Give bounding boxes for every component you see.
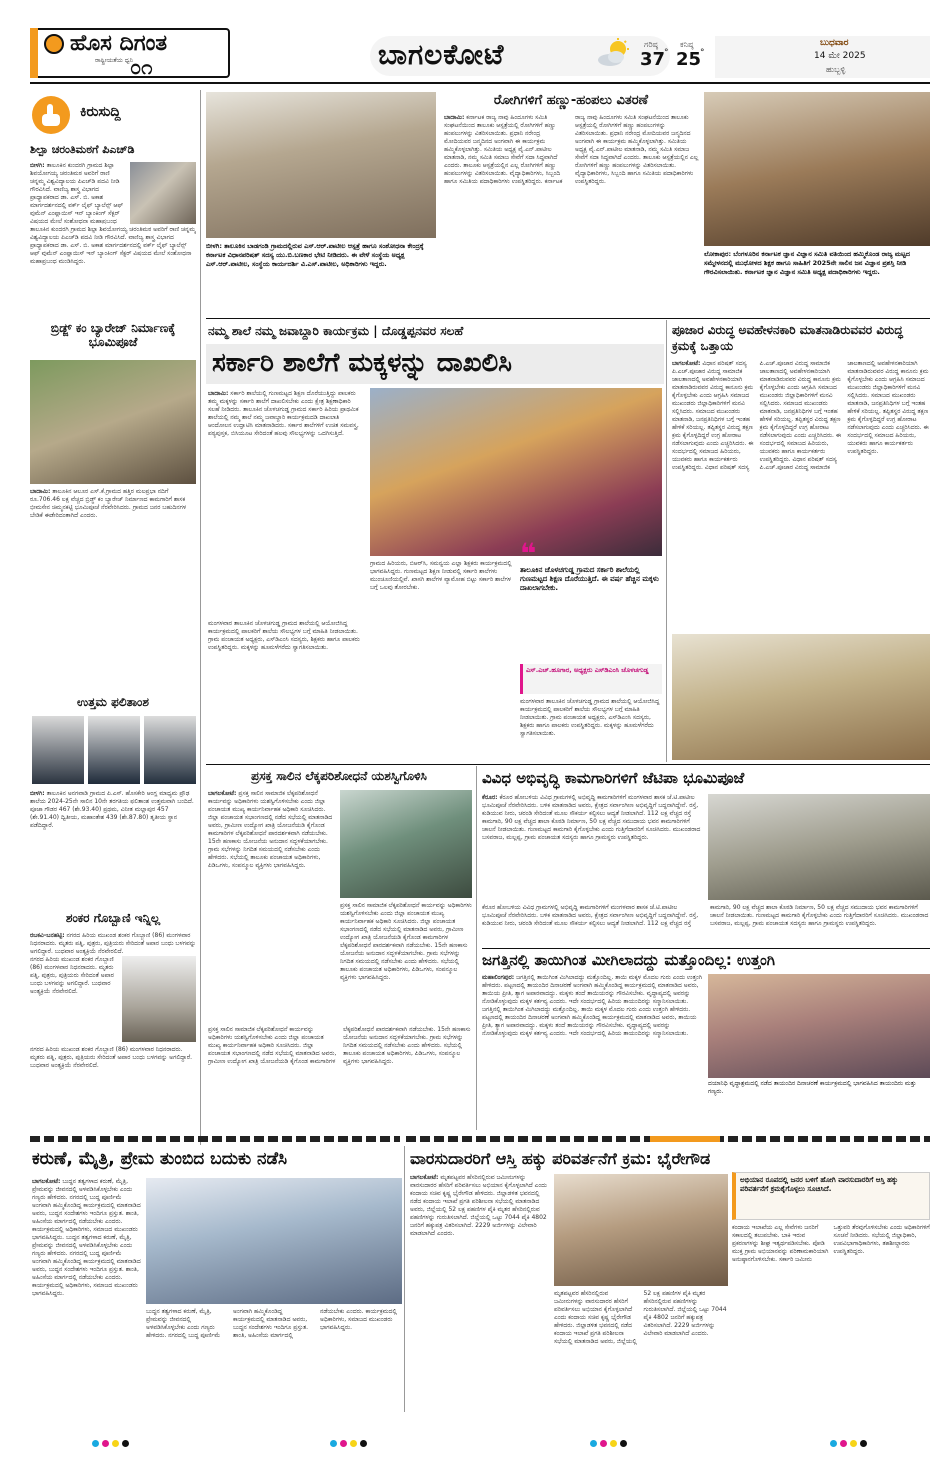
audit-body-right: ಪ್ರಸಕ್ತ ಸಾಲಿನ ಸಾಮಾಜಿಕ ಲೆಕ್ಕಪರಿಶೋಧನೆ ಕಾರ್ಯವನ್ನು ಅಧಿಕಾರಿಗಳು ಯಶಸ್ವಿಗೊಳಿಸಬೇಕು ಎಂದು ಜಿಲ್ಲಾ ಪಂಚಾಯತ ಮುಖ್ಯ ಕಾರ್ಯನಿರ್ವಾಹಕ ಅಧಿಕಾರಿ ಸೂಚಿಸಿದರು. ಜಿಲ್ಲಾ ಪಂಚಾಯತ ಸಭಾಂಗಣದಲ್ಲಿ ನಡೆದ ಸಭೆಯಲ್ಲಿ ಮಾತನಾಡಿದ ಅವರು, ಗ್ರಾಮೀಣ ಉದ್ಯೋಗ ಖಾತ್ರಿ ಯೋಜನೆಯಡಿ ಕೈಗೊಂಡ ಕಾಮಗಾರಿಗಳ ಲೆಕ್ಕಪರಿಶೋಧನೆ ಪಾರದರ್ಶಕವಾಗಿ ನಡೆಯಬೇಕು. 15ನೇ ಹಣಕಾಸು ಯೋಜನೆಯ ಅನುದಾನ ಸದ್ಬಳಕೆಯಾಗಬೇಕು. ಗ್ರಾಮ ಸಭೆಗಳನ್ನು ನಿಗದಿತ ಸಮಯದಲ್ಲಿ ನಡೆಸಬೇಕು ಎಂದು ಹೇಳಿದರು. ಸಭೆಯಲ್ಲಿ ತಾಲೂಕು ಪಂಚಾಯತ ಅಧಿಕಾರಿಗಳು, ಪಿಡಿಒಗಳು, ಸಂಪನ್ಮೂಲ ವ್ಯಕ್ತಿಗಳು ಭಾಗವಹಿಸಿದ್ದರು. — [340, 902, 472, 981]
min-temp-degree: ° — [700, 48, 705, 58]
karuna-body-1: ಬಾಗಲಕೋಟೆ: ಬುದ್ಧನ ತತ್ವಗಳಾದ ಕರುಣೆ, ಮೈತ್ರಿ, ಪ್ರೇಮವನ್ನು ಜೀವನದಲ್ಲಿ ಅಳವಡಿಸಿಕೊಳ್ಳಬೇಕು ಎಂದು ಗಣ್ಯರು ಹೇಳಿದರು. ನಗರದಲ್ಲಿ ಬುದ್ಧ ಪೂರ್ಣಿಮೆ ಅಂಗವಾಗಿ ಹಮ್ಮಿಕೊಂಡಿದ್ದ ಕಾರ್ಯಕ್ರಮದಲ್ಲಿ ಮಾತನಾಡಿದ ಅವರು, ಬುದ್ಧನ ಸಂದೇಶಗಳು ಇಂದಿಗೂ ಪ್ರಸ್ತುತ. ಶಾಂತಿ, ಅಹಿಂಸೆಯ ಮಾರ್ಗದಲ್ಲಿ ನಡೆಯಬೇಕು ಎಂದರು. ಕಾರ್ಯಕ್ರಮದಲ್ಲಿ ಅಧಿಕಾರಿಗಳು, ಸಮಾಜದ ಮುಖಂಡರು ಭಾಗವಹಿಸಿದ್ದರು. ಬುದ್ಧನ ತತ್ವಗಳಾದ ಕರುಣೆ, ಮೈತ್ರಿ, ಪ್ರೇಮವನ್ನು ಜೀವನದಲ್ಲಿ ಅಳವಡಿಸಿಕೊಳ್ಳಬೇಕು ಎಂದು ಗಣ್ಯರು ಹೇಳಿದರು. ನಗರದಲ್ಲಿ ಬುದ್ಧ ಪೂರ್ಣಿಮೆ ಅಂಗವಾಗಿ ಹಮ್ಮಿಕೊಂಡಿದ್ದ ಕಾರ್ಯಕ್ರಮದಲ್ಲಿ ಮಾತನಾಡಿದ ಅವರು, ಬುದ್ಧನ ಸಂದೇಶಗಳು ಇಂದಿಗೂ ಪ್ರಸ್ತುತ. ಶಾಂತಿ, ಅಹಿಂಸೆಯ ಮಾರ್ಗದಲ್ಲಿ ನಡೆಯಬೇಕು ಎಂದರು. ಕಾರ್ಯಕ್ರಮದಲ್ಲಿ ಅಧಿಕಾರಿಗಳು, ಸಮಾಜದ ಮುಖಂಡರು ಭಾಗವಹಿಸಿದ್ದರು. — [32, 1178, 141, 1297]
school-quote-by: ಎಸ್.ಎಚ್.ಹೂಗಾರ, ಅಧ್ಯಕ್ಷರು ಎಸ್‌ಡಿಎಂಸಿ ಚೊಳಚಗುಡ್ಡ — [526, 666, 649, 674]
item-4-body-cont: ನಗರದ ಹಿರಿಯ ಮುಖಂಡ ಶಂಕರ ಗೊಬ್ಬಾಣಿ (86) ಮಂಗಳವಾರ ನಿಧನರಾದರು. ಮೃತರು ಪತ್ನಿ, ಪುತ್ರರು, ಪುತ್ರಿಯರು ಸೇರಿದಂತೆ ಅಪಾರ ಬಂಧು ಬಳಗವನ್ನು ಅಗಲಿದ್ದಾರೆ. ಬುಧವಾರ ಅಂತ್ಯಕ್ರಿಯೆ ನೆರವೇರಲಿದೆ. — [30, 1046, 193, 1069]
reg-dot-magenta — [102, 1440, 109, 1447]
mother-body: ಮಹಾಲಿಂಗಪುರ: ಜಗತ್ತಿನಲ್ಲಿ ತಾಯಿಗಿಂತ ಮಿಗಿಲಾದದ್ದು ಮತ್ತೊಂದಿಲ್ಲ. ತಾಯಿ ಮಕ್ಕಳ ಮೊದಲ ಗುರು ಎಂದು ಉತ್ತಂಗಿ ಹೇಳಿದರು. ಪಟ್ಟಣದಲ್ಲಿ ತಾಯಂದಿರ ದಿನಾಚರಣೆ ಅಂಗವಾಗಿ ಹಮ್ಮಿಕೊಂಡಿದ್ದ ಕಾರ್ಯಕ್ರಮದಲ್ಲಿ ಮಾತನಾಡಿದ ಅವರು, ತಾಯಿಯ ಪ್ರೀತಿ, ತ್ಯಾಗ ಅಪಾರವಾದದ್ದು. ಮಕ್ಕಳು ತಂದೆ ತಾಯಿಯರನ್ನು ಗೌರವಿಸಬೇಕು. ವೃದ್ಧಾಪ್ಯದಲ್ಲಿ ಅವರನ್ನು ನೋಡಿಕೊಳ್ಳುವುದು ಮಕ್ಕಳ ಕರ್ತವ್ಯ ಎಂದರು. ಇದೇ ಸಂದರ್ಭದಲ್ಲಿ ಹಿರಿಯ ತಾಯಂದಿರನ್ನು ಸನ್ಮಾನಿಸಲಾಯಿತು. ಜಗತ್ತಿನಲ್ಲಿ ತಾಯಿಗಿಂತ ಮಿಗಿಲಾದದ್ದು ಮತ್ತೊಂದಿಲ್ಲ. ತಾಯಿ ಮಕ್ಕಳ ಮೊದಲ ಗುರು ಎಂದು ಉತ್ತಂಗಿ ಹೇಳಿದರು. ಪಟ್ಟಣದಲ್ಲಿ ತಾಯಂದಿರ ದಿನಾಚರಣೆ ಅಂಗವಾಗಿ ಹಮ್ಮಿಕೊಂಡಿದ್ದ ಕಾರ್ಯಕ್ರಮದಲ್ಲಿ ಮಾತನಾಡಿದ ಅವರು, ತಾಯಿಯ ಪ್ರೀತಿ, ತ್ಯಾಗ ಅಪಾರವಾದದ್ದು. ಮಕ್ಕಳು ತಂದೆ ತಾಯಿಯರನ್ನು ಗೌರವಿಸಬೇಕು. ವೃದ್ಧಾಪ್ಯದಲ್ಲಿ ಅವರನ್ನು ನೋಡಿಕೊಳ್ಳುವುದು ಮಕ್ಕಳ ಕರ್ತವ್ಯ ಎಂದರು. ಇದೇ ಸಂದರ್ಭದಲ್ಲಿ ಹಿರಿಯ ತಾಯಂದಿರನ್ನು ಸನ್ಮಾನಿಸಲಾಯಿತು. — [482, 974, 703, 1037]
reg-dot-black — [122, 1440, 129, 1447]
edition-title: ಬಾಗಲಕೋಟೆ — [378, 38, 505, 71]
row2-rule — [206, 764, 930, 765]
quote-mark-icon: ❝ — [520, 537, 537, 570]
max-temp-degree: ° — [664, 48, 669, 58]
bottom-strip-left — [30, 1136, 400, 1142]
max-temp: 37 — [640, 49, 666, 70]
logo-accent — [30, 28, 38, 78]
school-body-2: ಮಂಗಳವಾರ ತಾಲೂಕಿನ ಚೊಳಚಗುಡ್ಡ ಗ್ರಾಮದ ಶಾಲೆಯಲ್ಲಿ ಆಯೋಜಿಸಿದ್ದ ಕಾರ್ಯಕ್ರಮದಲ್ಲಿ ಪಾಲಕರಿಗೆ ಶಾಲೆಯ ಸೌಲಭ್ಯಗಳ ಬಗ್ಗೆ ಮಾಹಿತಿ ನೀಡಲಾಯಿತು. ಗ್ರಾಮ ಪಂಚಾಯತ ಅಧ್ಯಕ್ಷರು, ಎಸ್‌ಡಿಎಂಸಿ ಸದಸ್ಯರು, ಶಿಕ್ಷಕರು ಹಾಗೂ ಪಾಲಕರು ಉಪಸ್ಥಿತರಿದ್ದರು. ಮಕ್ಕಳನ್ನು ಹೂಮಳೆಗರೆದು ಸ್ವಾಗತಿಸಲಾಯಿತು. — [208, 620, 360, 651]
pujar-headline: ಪೂಜಾರ ವಿರುದ್ಧ ಅವಹೇಳನಕಾರಿ ಮಾತನಾಡಿರುವವರ ವಿರುದ್ಧ ಕ್ರಮಕ್ಕೆ ಒತ್ತಾಯ — [672, 323, 903, 353]
sidebar — [30, 90, 198, 1145]
meeting-photo — [206, 92, 436, 238]
page-number: ೦೧ — [130, 55, 153, 79]
reg-dot-black — [360, 1440, 367, 1447]
karuna-headline: ಕರುಣೆ, ಮೈತ್ರಿ, ಪ್ರೇಮ ತುಂಬಿದ ಬದುಕು ನಡೆಸಿ — [32, 1149, 288, 1169]
heir-body-1: ಬಾಗಲಕೋಟೆ: ಮೃತಪಟ್ಟವರ ಹೆಸರಿನಲ್ಲಿರುವ ಜಮೀನುಗಳನ್ನು ವಾರಸುದಾರರ ಹೆಸರಿಗೆ ಪರಿವರ್ತಿಸಲು ಅಭಿಯಾನ ಕೈಗೊಳ್ಳಲಾಗಿದೆ ಎಂದು ಕಂದಾಯ ಸಚಿವ ಕೃಷ್ಣ ಭೈರೇಗೌಡ ಹೇಳಿದರು. ಜಿಲ್ಲಾಡಳಿತ ಭವನದಲ್ಲಿ ನಡೆದ ಕಂದಾಯ ಇಲಾಖೆ ಪ್ರಗತಿ ಪರಿಶೀಲನಾ ಸಭೆಯಲ್ಲಿ ಮಾತನಾಡಿದ ಅವರು, ಜಿಲ್ಲೆಯಲ್ಲಿ 52 ಲಕ್ಷ ಪಹಣಿಗಳ ಪೈಕಿ ಮೃತರ ಹೆಸರಿನಲ್ಲಿರುವ ಪಹಣಿಗಳನ್ನು ಗುರುತಿಸಲಾಗಿದೆ. ಜಿಲ್ಲೆಯಲ್ಲಿ ಒಟ್ಟು 7044 ಪೈಕಿ 4802 ಜನರಿಗೆ ಹಕ್ಕುಪತ್ರ ವಿತರಿಸಲಾಗಿದೆ. 2229 ಅರ್ಜಿಗಳನ್ನು ವಿಲೇವಾರಿ ಮಾಡಲಾಗಿದೆ ಎಂದರು. — [410, 1174, 547, 1237]
masthead-rule — [30, 82, 930, 84]
min-temp-label: ಕನಿಷ್ಠ — [680, 40, 694, 49]
award-caption: ಲೋಕಾಪುರ: ಬೆಂಗಳೂರಿನ ಕರ್ನಾಟಕ ಜ್ಞಾನ ವಿಜ್ಞಾನ ಸಮಿತಿ ವತಿಯಿಂದ ಹಮ್ಮಿಕೊಂಡ ರಾಜ್ಯ ಮಟ್ಟದ ಸಮ್ಮೇಳನದಲ್ಲಿ ಮುಧೋಳದ ಶಿಕ್ಷಕ ಹಾಗೂ ಸಾಹಿತಿಗೆ 2025ನೇ ಸಾಲಿನ ಜನ ವಿಜ್ಞಾನ ಪ್ರಶಸ್ತಿ ನೀಡಿ ಗೌರವಿಸಲಾಯಿತು. ಕರ್ನಾಟಕ ಜ್ಞಾನ ವಿಜ್ಞಾನ ಸಮಿತಿ ಅಧ್ಯಕ್ಷ ಪದಾಧಿಕಾರಿಗಳು ಇದ್ದರು. — [704, 250, 910, 276]
heir-headline: ವಾರಸುದಾರರಿಗೆ ಆಸ್ತಿ ಹಕ್ಕು ಪರಿವರ್ತನೆಗೆ ಕ್ರಮ: ಭೈರೇಗೌಡ — [410, 1149, 711, 1168]
devworks-body-bottom: ಕೆರೂರ ಹೋಬಳಿಯ ವಿವಿಧ ಗ್ರಾಮಗಳಲ್ಲಿ ಅಭಿವೃದ್ಧಿ ಕಾಮಗಾರಿಗಳಿಗೆ ಮಂಗಳವಾರ ಶಾಸಕ ಜೆ.ಟಿ.ಪಾಟೀಲ ಭೂಮಿಪೂಜೆ ನೆರವೇರಿಸಿದರು. ಬಳಿಕ ಮಾತನಾಡಿದ ಅವರು, ಕ್ಷೇತ್ರದ ಸರ್ವಾಂಗೀಣ ಅಭಿವೃದ್ಧಿಗೆ ಬದ್ಧನಾಗಿದ್ದೇನೆ. ರಸ್ತೆ, ಕುಡಿಯುವ ನೀರು, ಚರಂಡಿ ಸೇರಿದಂತೆ ಮೂಲ ಸೌಕರ್ಯ ಕಲ್ಪಿಸಲು ಆದ್ಯತೆ ನೀಡಲಾಗಿದೆ. 112 ಲಕ್ಷ ವೆಚ್ಚದ ರಸ್ತೆ ಕಾಮಗಾರಿ, 90 ಲಕ್ಷ ವೆಚ್ಚದ ಶಾಲಾ ಕೊಠಡಿ ನಿರ್ಮಾಣ, 50 ಲಕ್ಷ ವೆಚ್ಚದ ಸಮುದಾಯ ಭವನ ಕಾಮಗಾರಿಗಳಿಗೆ ಚಾಲನೆ ನೀಡಲಾಯಿತು. ಗುಣಮಟ್ಟದ ಕಾಮಗಾರಿ ಕೈಗೊಳ್ಳಬೇಕು ಎಂದು ಗುತ್ತಿಗೆದಾರರಿಗೆ ಸೂಚಿಸಿದರು. ಮುಖಂಡರಾದ ಬಸವರಾಜ, ಮಲ್ಲಪ್ಪ, ಗ್ರಾಮ ಪಂಚಾಯತ ಸದಸ್ಯರು ಹಾಗೂ ಗ್ರಾಮಸ್ಥರು ಉಪಸ್ಥಿತರಿದ್ದರು. — [482, 904, 929, 927]
fruit-body: ಬಾದಾಮಿ: ಕರ್ನಾಟಕ ರಾಜ್ಯ ನಾವು ಹಿಂದೂಗಳು ಸಮಿತಿ ಸಂಘಟನೆಯಿಂದ ತಾಲೂಕು ಆಸ್ಪತ್ರೆಯಲ್ಲಿ ರೋಗಿಗಳಿಗೆ ಹಣ್ಣು ಹಂಪಲುಗಳನ್ನು ವಿತರಿಸಲಾಯಿತು. ಪ್ರಧಾನಿ ನರೇಂದ್ರ ಮೋದಿಯವರ ಜನ್ಮದಿನದ ಅಂಗವಾಗಿ ಈ ಕಾರ್ಯಕ್ರಮ ಹಮ್ಮಿಕೊಳ್ಳಲಾಗಿತ್ತು. ಸಮಿತಿಯ ಅಧ್ಯಕ್ಷ ವೈ.ಎನ್.ಪಾಟೀಲ ಮಾತನಾಡಿ, ನಮ್ಮ ಸಮಿತಿ ಸಮಾಜ ಸೇವೆಗೆ ಸದಾ ಸಿದ್ಧವಾಗಿದೆ ಎಂದರು. ತಾಲೂಕು ಆಸ್ಪತ್ರೆಯಲ್ಲಿನ ಎಲ್ಲ ರೋಗಿಗಳಿಗೆ ಹಣ್ಣು ಹಂಪಲುಗಳನ್ನು ವಿತರಿಸಲಾಯಿತು. ವೈದ್ಯಾಧಿಕಾರಿಗಳು, ಸಿಬ್ಬಂದಿ ಹಾಗೂ ಸಮಿತಿಯ ಪದಾಧಿಕಾರಿಗಳು ಉಪಸ್ಥಿತರಿದ್ದರು. ಕರ್ನಾಟಕ ರಾಜ್ಯ ನಾವು ಹಿಂದೂಗಳು ಸಮಿತಿ ಸಂಘಟನೆಯಿಂದ ತಾಲೂಕು ಆಸ್ಪತ್ರೆಯಲ್ಲಿ ರೋಗಿಗಳಿಗೆ ಹಣ್ಣು ಹಂಪಲುಗಳನ್ನು ವಿತರಿಸಲಾಯಿತು. ಪ್ರಧಾನಿ ನರೇಂದ್ರ ಮೋದಿಯವರ ಜನ್ಮದಿನದ ಅಂಗವಾಗಿ ಈ ಕಾರ್ಯಕ್ರಮ ಹಮ್ಮಿಕೊಳ್ಳಲಾಗಿತ್ತು. ಸಮಿತಿಯ ಅಧ್ಯಕ್ಷ ವೈ.ಎನ್.ಪಾಟೀಲ ಮಾತನಾಡಿ, ನಮ್ಮ ಸಮಿತಿ ಸಮಾಜ ಸೇವೆಗೆ ಸದಾ ಸಿದ್ಧವಾಗಿದೆ ಎಂದರು. ತಾಲೂಕು ಆಸ್ಪತ್ರೆಯಲ್ಲಿನ ಎಲ್ಲ ರೋಗಿಗಳಿಗೆ ಹಣ್ಣು ಹಂಪಲುಗಳನ್ನು ವಿತರಿಸಲಾಯಿತು. ವೈದ್ಯಾಧಿಕಾರಿಗಳು, ಸಿಬ್ಬಂದಿ ಹಾಗೂ ಸಮಿತಿಯ ಪದಾಧಿಕಾರಿಗಳು ಉಪಸ್ಥಿತರಿದ್ದರು. — [444, 114, 699, 185]
reg-dot-cyan — [330, 1440, 337, 1447]
item-4-photo — [122, 956, 196, 1042]
reg-dots-right — [830, 1432, 870, 1451]
reg-dot-magenta — [600, 1440, 607, 1447]
audit-divider — [476, 766, 477, 1130]
min-temp: 25 — [676, 49, 702, 70]
logo-text: ಹೊಸ ದಿಗಂತ — [70, 31, 168, 56]
heir-photo — [554, 1174, 728, 1286]
audit-photo — [340, 790, 472, 898]
reg-dot-magenta — [840, 1440, 847, 1447]
day-label: ಬುಧವಾರ — [820, 38, 849, 48]
mother-headline: ಜಗತ್ತಿನಲ್ಲಿ ತಾಯಿಗಿಂತ ಮೀಗಿಲಾದದ್ದು ಮತ್ತೊಂದಿಲ್ಲ: ಉತ್ತಂಗಿ — [482, 951, 776, 969]
devworks-photo — [708, 794, 930, 900]
heir-body-3: ಕಂದಾಯ ಇಲಾಖೆಯ ಎಲ್ಲ ಸೇವೆಗಳು ಜನರಿಗೆ ಸಕಾಲದಲ್ಲಿ ತಲುಪಬೇಕು. ಬಾಕಿ ಇರುವ ಪ್ರಕರಣಗಳನ್ನು ಶೀಘ್ರ ಇತ್ಯರ್ಥಪಡಿಸಬೇಕು. ಪೋಡಿ ಮುಕ್ತ ಗ್ರಾಮ ಅಭಿಯಾನವನ್ನು ಪರಿಣಾಮಕಾರಿಯಾಗಿ ಅನುಷ್ಠಾನಗೊಳಿಸಬೇಕು. ಸರ್ಕಾರಿ ಜಮೀನು ಒತ್ತುವರಿ ತೆರವುಗೊಳಿಸಬೇಕು ಎಂದು ಅಧಿಕಾರಿಗಳಿಗೆ ಸೂಚನೆ ನೀಡಿದರು. ಸಭೆಯಲ್ಲಿ ಜಿಲ್ಲಾಧಿಕಾರಿ, ಉಪವಿಭಾಗಾಧಿಕಾರಿಗಳು, ತಹಶೀಲ್ದಾರರು ಉಪಸ್ಥಿತರಿದ್ದರು. — [732, 1224, 930, 1263]
reg-dot-yellow — [850, 1440, 857, 1447]
school-divider — [666, 320, 667, 762]
kiru-title: ಕಿರುಸುದ್ದಿ — [80, 104, 121, 120]
reg-dots-left — [92, 1432, 132, 1451]
reg-dot-cyan — [590, 1440, 597, 1447]
sun-cloud-icon — [596, 38, 632, 68]
mother-photo — [708, 974, 930, 1078]
kiru-hand-icon — [32, 96, 70, 134]
audit-headline: ಪ್ರಸಕ್ತ ಸಾಲಿನ ಲೆಕ್ಕಪರಿಶೋಧನೆ ಯಶಸ್ವಿಗೊಳಿಸಿ — [251, 769, 427, 783]
school-body-1: ಬಾದಾಮಿ: ಸರ್ಕಾರಿ ಶಾಲೆಯಲ್ಲಿ ಗುಣಮಟ್ಟದ ಶಿಕ್ಷಣ ದೊರೆಯುತ್ತಿದ್ದು ಪಾಲಕರು ತಮ್ಮ ಮಕ್ಕಳನ್ನು ಸರ್ಕಾರಿ ಶಾಲೆಗೆ ದಾಖಲಿಸಬೇಕು ಎಂದು ಕ್ಷೇತ್ರ ಶಿಕ್ಷಣಾಧಿಕಾರಿ ಸಲಹೆ ನೀಡಿದರು. ತಾಲೂಕಿನ ಚೊಳಚಗುಡ್ಡ ಗ್ರಾಮದ ಸರ್ಕಾರಿ ಹಿರಿಯ ಪ್ರಾಥಮಿಕ ಶಾಲೆಯಲ್ಲಿ ನಮ್ಮ ಶಾಲೆ ನಮ್ಮ ಜವಾಬ್ದಾರಿ ಕಾರ್ಯಕ್ರಮದಡಿ ದಾಖಲಾತಿ ಆಂದೋಲನ ಉದ್ಘಾಟಿಸಿ ಮಾತನಾಡಿದರು. ಸರ್ಕಾರ ಶಾಲೆಗಳಿಗೆ ಉಚಿತ ಸಮವಸ್ತ್ರ, ಪಠ್ಯಪುಸ್ತಕ, ಬಿಸಿಯೂಟ ಸೇರಿದಂತೆ ಹಲವು ಸೌಲಭ್ಯಗಳನ್ನು ಒದಗಿಸುತ್ತಿದೆ. — [208, 390, 359, 437]
item-1-body-cont: ತಾಲೂಕಿನ ಕುಂದರಗಿ ಗ್ರಾಮದ ಶಿಲ್ಪಾ ಶಿವಯೋಗಯ್ಯ ಚರಂತಿಮಠ ಅವರಿಗೆ ರಾಣಿ ಚನ್ನಮ್ಮ ವಿಶ್ವವಿದ್ಯಾಲಯ ಪಿಎಚ್‌ಡಿ ಪದವಿ ನೀಡಿ ಗೌರವಿಸಿದೆ. ವಾಣಿಜ್ಯ ಶಾಸ್ತ್ರ ವಿಭಾಗದ ಪ್ರಾಧ್ಯಾಪಕರಾದ ಡಾ. ಎಸ್. ಬಿ. ಅಕಾಶ ಮಾರ್ಗದರ್ಶನದಲ್ಲಿ ವರ್ಕ್ ಲೈಫ್ ಬ್ಯಾಲೆನ್ಸ್ ಆಫ್ ವುಮೆನ್ ಎಂಪ್ಲಾಯಿಸ್ ಇನ್ ಬ್ಯಾಂಕಿಂಗ್ ಸೆಕ್ಟರ್ ವಿಷಯದ ಮೇಲೆ ಸಂಶೋಧನಾ ಮಹಾಪ್ರಬಂಧ ಮಂಡಿಸಿದ್ದರು. — [30, 226, 196, 265]
fruit-headline: ರೋಗಿಗಳಿಗೆ ಹಣ್ಣು-ಹಂಪಲು ವಿತರಣೆ — [493, 93, 649, 108]
item-2-headline: ಬ್ರಿಡ್ಜ್ ಕಂ ಬ್ಯಾರೇಜ್ ನಿರ್ಮಾಣಕ್ಕೆ ಭೂಮಿಪೂಜೆ — [50, 321, 176, 349]
reg-dot-black — [620, 1440, 627, 1447]
audit-body-left: ಬಾಗಲಕೋಟೆ: ಪ್ರಸಕ್ತ ಸಾಲಿನ ಸಾಮಾಜಿಕ ಲೆಕ್ಕಪರಿಶೋಧನೆ ಕಾರ್ಯವನ್ನು ಅಧಿಕಾರಿಗಳು ಯಶಸ್ವಿಗೊಳಿಸಬೇಕು ಎಂದು ಜಿಲ್ಲಾ ಪಂಚಾಯತ ಮುಖ್ಯ ಕಾರ್ಯನಿರ್ವಾಹಕ ಅಧಿಕಾರಿ ಸೂಚಿಸಿದರು. ಜಿಲ್ಲಾ ಪಂಚಾಯತ ಸಭಾಂಗಣದಲ್ಲಿ ನಡೆದ ಸಭೆಯಲ್ಲಿ ಮಾತನಾಡಿದ ಅವರು, ಗ್ರಾಮೀಣ ಉದ್ಯೋಗ ಖಾತ್ರಿ ಯೋಜನೆಯಡಿ ಕೈಗೊಂಡ ಕಾಮಗಾರಿಗಳ ಲೆಕ್ಕಪರಿಶೋಧನೆ ಪಾರದರ್ಶಕವಾಗಿ ನಡೆಯಬೇಕು. 15ನೇ ಹಣಕಾಸು ಯೋಜನೆಯ ಅನುದಾನ ಸದ್ಬಳಕೆಯಾಗಬೇಕು. ಗ್ರಾಮ ಸಭೆಗಳನ್ನು ನಿಗದಿತ ಸಮಯದಲ್ಲಿ ನಡೆಸಬೇಕು ಎಂದು ಹೇಳಿದರು. ಸಭೆಯಲ್ಲಿ ತಾಲೂಕು ಪಂಚಾಯತ ಅಧಿಕಾರಿಗಳು, ಪಿಡಿಒಗಳು, ಸಂಪನ್ಮೂಲ ವ್ಯಕ್ತಿಗಳು ಭಾಗವಹಿಸಿದ್ದರು. — [208, 790, 333, 869]
reg-dot-cyan — [830, 1440, 837, 1447]
devworks-headline: ವಿವಿಧ ಅಭಿವೃದ್ಧಿ ಕಾಮಗಾರಿಗಳಿಗೆ ಜೆಟಿಪಾ ಭೂಮಿಪೂಜೆ — [482, 769, 745, 787]
reg-dot-yellow — [350, 1440, 357, 1447]
karuna-body-2: ಬುದ್ಧನ ತತ್ವಗಳಾದ ಕರುಣೆ, ಮೈತ್ರಿ, ಪ್ರೇಮವನ್ನು ಜೀವನದಲ್ಲಿ ಅಳವಡಿಸಿಕೊಳ್ಳಬೇಕು ಎಂದು ಗಣ್ಯರು ಹೇಳಿದರು. ನಗರದಲ್ಲಿ ಬುದ್ಧ ಪೂರ್ಣಿಮೆ ಅಂಗವಾಗಿ ಹಮ್ಮಿಕೊಂಡಿದ್ದ ಕಾರ್ಯಕ್ರಮದಲ್ಲಿ ಮಾತನಾಡಿದ ಅವರು, ಬುದ್ಧನ ಸಂದೇಶಗಳು ಇಂದಿಗೂ ಪ್ರಸ್ತುತ. ಶಾಂತಿ, ಅಹಿಂಸೆಯ ಮಾರ್ಗದಲ್ಲಿ ನಡೆಯಬೇಕು ಎಂದರು. ಕಾರ್ಯಕ್ರಮದಲ್ಲಿ ಅಧಿಕಾರಿಗಳು, ಸಮಾಜದ ಮುಖಂಡರು ಭಾಗವಹಿಸಿದ್ದರು. — [146, 1308, 397, 1339]
row3-rule — [482, 948, 930, 949]
meeting-caption: ಬೀಳಗಿ: ತಾಲೂಕಿನ ಬಾಡಗಂಡಿ ಗ್ರಾಮದಲ್ಲಿರುವ ಎಸ್.ಆರ್.ಪಾಟೀಲ ಆಸ್ಪತ್ರೆ ಹಾಗೂ ಸಂಶೋಧನಾ ಕೇಂದ್ರಕ್ಕೆ ಕರ್ನಾಟಕ ವಿಧಾನಪರಿಷತ್ ಸದಸ್ಯ ಯು.ಬಿ.ಬಣಕಾರ ಭೇಟಿ ನೀಡಿದರು. ಈ ವೇಳೆ ಸಂಸ್ಥೆಯ ಅಧ್ಯಕ್ಷ ಎಸ್.ಆರ್.ಪಾಟೀಲ, ಸಂಸ್ಥೆಯ ಕಾರ್ಯದರ್ಶಿ ವಿ.ಎಸ್.ಪಾಟೀಲ, ಅಧಿಕಾರಿಗಳು ಇದ್ದರು. — [206, 242, 424, 268]
student-photo-1 — [32, 716, 84, 784]
item-3-headline: ಉತ್ತಮ ಫಲಿತಾಂಶ — [77, 695, 149, 709]
reg-dot-yellow — [610, 1440, 617, 1447]
row1-rule — [206, 318, 930, 319]
heir-callout: ಅಭಿಯಾನ ರೂಪದಲ್ಲಿ ಜನರ ಬಳಿಗೆ ಹೋಗಿ ವಾರಸುದಾರರಿಗೆ ಆಸ್ತಿ ಹಕ್ಕು ಪರಿವರ್ತನೆಗೆ ಕ್ರಮಕೈಗೊಳ್ಳಲು ಸೂಚಿಸಿದೆ. — [740, 1176, 898, 1193]
bottom-divider — [404, 1146, 405, 1412]
item-1-headline: ಶಿಲ್ಪಾ ಚರಂತಿಮಠಗೆ ಪಿಎಚ್‌ಡಿ — [30, 143, 135, 156]
reg-dot-black — [860, 1440, 867, 1447]
sidebar-divider — [200, 90, 201, 1145]
item-4-body: ನಗರದ ಹಿರಿಯ ಮುಖಂಡ ಶಂಕರ ಗೊಬ್ಬಾಣಿ (86) ಮಂಗಳವಾರ ನಿಧನರಾದರು. ಮೃತರು ಪತ್ನಿ, ಪುತ್ರರು, ಪುತ್ರಿಯರು ಸೇರಿದಂತೆ ಅಪಾರ ಬಂಧು ಬಳಗವನ್ನು ಅಗಲಿದ್ದಾರೆ. ಬುಧವಾರ ಅಂತ್ಯಕ್ರಿಯೆ ನೆರವೇರಲಿದೆ. — [30, 956, 114, 995]
date-label: 14 ಮೇ 2025 — [814, 51, 866, 61]
item-1-photo — [130, 162, 196, 224]
masthead — [0, 0, 945, 88]
logo-tagline: ರಾಷ್ಟ್ರೀಯತೆಯ ಧ್ವನಿ — [95, 57, 133, 64]
school-headline: ಸರ್ಕಾರಿ ಶಾಲೆಗೆ ಮಕ್ಕಳನ್ನು ದಾಖಲಿಸಿ — [212, 348, 512, 378]
school-body-4: ಮಂಗಳವಾರ ತಾಲೂಕಿನ ಚೊಳಚಗುಡ್ಡ ಗ್ರಾಮದ ಶಾಲೆಯಲ್ಲಿ ಆಯೋಜಿಸಿದ್ದ ಕಾರ್ಯಕ್ರಮದಲ್ಲಿ ಪಾಲಕರಿಗೆ ಶಾಲೆಯ ಸೌಲಭ್ಯಗಳ ಬಗ್ಗೆ ಮಾಹಿತಿ ನೀಡಲಾಯಿತು. ಗ್ರಾಮ ಪಂಚಾಯತ ಅಧ್ಯಕ್ಷರು, ಎಸ್‌ಡಿಎಂಸಿ ಸದಸ್ಯರು, ಶಿಕ್ಷಕರು ಹಾಗೂ ಪಾಲಕರು ಉಪಸ್ಥಿತರಿದ್ದರು. ಮಕ್ಕಳನ್ನು ಹೂಮಳೆಗರೆದು ಸ್ವಾಗತಿಸಲಾಯಿತು. — [520, 698, 660, 737]
item-3-body: ಬೀಳಗಿ: ತಾಲೂಕಿನ ಅನಗವಾಡಿ ಗ್ರಾಮದ ಪಿ.ಎಸ್. ಹೊಸಕೇರಿ ಆಂಗ್ಲ ಮಾಧ್ಯಮ ಪ್ರೌಢ ಶಾಲೆಯ 2024-25ನೇ ಸಾಲಿನ 10ನೇ ತರಗತಿಯ ಫಲಿತಾಂಶ ಉತ್ತಮವಾಗಿ ಬಂದಿದೆ. ಪೂಜಾ ಗೌಡರ 467 (ಶೇ.93.40) ಪ್ರಥಮ, ವಿನೀತ ಮಲ್ಲಾಪುರ 457 (ಶೇ.91.40) ದ್ವಿತೀಯ, ಮಹಾಂತೇಶ 439 (ಶೇ.87.80) ತೃತೀಯ ಸ್ಥಾನ ಪಡೆದಿದ್ದಾರೆ. — [30, 790, 194, 829]
pujar-photo — [672, 634, 930, 760]
pujar-body: ಬಾಗಲಕೋಟೆ: ವಿಧಾನ ಪರಿಷತ್ ಸದಸ್ಯ ಪಿ.ಎಚ್.ಪೂಜಾರ ವಿರುದ್ಧ ಸಾಮಾಜಿಕ ಜಾಲತಾಣದಲ್ಲಿ ಅವಹೇಳನಕಾರಿಯಾಗಿ ಮಾತನಾಡಿರುವವರ ವಿರುದ್ಧ ಕಾನೂನು ಕ್ರಮ ಕೈಗೊಳ್ಳಬೇಕು ಎಂದು ಆಗ್ರಹಿಸಿ ಸಮಾಜದ ಮುಖಂಡರು ಜಿಲ್ಲಾಧಿಕಾರಿಗಳಿಗೆ ಮನವಿ ಸಲ್ಲಿಸಿದರು. ಸಮಾಜದ ಮುಖಂಡರು ಮಾತನಾಡಿ, ಜನಪ್ರತಿನಿಧಿಗಳ ಬಗ್ಗೆ ಇಂತಹ ಹೇಳಿಕೆ ಸರಿಯಲ್ಲ. ತಪ್ಪಿತಸ್ಥರ ವಿರುದ್ಧ ತಕ್ಷಣ ಕ್ರಮ ಕೈಗೊಳ್ಳದಿದ್ದರೆ ಉಗ್ರ ಹೋರಾಟ ನಡೆಸಲಾಗುವುದು ಎಂದು ಎಚ್ಚರಿಸಿದರು. ಈ ಸಂದರ್ಭದಲ್ಲಿ ಸಮಾಜದ ಹಿರಿಯರು, ಯುವಕರು ಹಾಗೂ ಕಾರ್ಯಕರ್ತರು ಉಪಸ್ಥಿತರಿದ್ದರು. ವಿಧಾನ ಪರಿಷತ್ ಸದಸ್ಯ ಪಿ.ಎಚ್.ಪೂಜಾರ ವಿರುದ್ಧ ಸಾಮಾಜಿಕ ಜಾಲತಾಣದಲ್ಲಿ ಅವಹೇಳನಕಾರಿಯಾಗಿ ಮಾತನಾಡಿರುವವರ ವಿರುದ್ಧ ಕಾನೂನು ಕ್ರಮ ಕೈಗೊಳ್ಳಬೇಕು ಎಂದು ಆಗ್ರಹಿಸಿ ಸಮಾಜದ ಮುಖಂಡರು ಜಿಲ್ಲಾಧಿಕಾರಿಗಳಿಗೆ ಮನವಿ ಸಲ್ಲಿಸಿದರು. ಸಮಾಜದ ಮುಖಂಡರು ಮಾತನಾಡಿ, ಜನಪ್ರತಿನಿಧಿಗಳ ಬಗ್ಗೆ ಇಂತಹ ಹೇಳಿಕೆ ಸರಿಯಲ್ಲ. ತಪ್ಪಿತಸ್ಥರ ವಿರುದ್ಧ ತಕ್ಷಣ ಕ್ರಮ ಕೈಗೊಳ್ಳದಿದ್ದರೆ ಉಗ್ರ ಹೋರಾಟ ನಡೆಸಲಾಗುವುದು ಎಂದು ಎಚ್ಚರಿಸಿದರು. ಈ ಸಂದರ್ಭದಲ್ಲಿ ಸಮಾಜದ ಹಿರಿಯರು, ಯುವಕರು ಹಾಗೂ ಕಾರ್ಯಕರ್ತರು ಉಪಸ್ಥಿತರಿದ್ದರು. ವಿಧಾನ ಪರಿಷತ್ ಸದಸ್ಯ ಪಿ.ಎಚ್.ಪೂಜಾರ ವಿರುದ್ಧ ಸಾಮಾಜಿಕ ಜಾಲತಾಣದಲ್ಲಿ ಅವಹೇಳನಕಾರಿಯಾಗಿ ಮಾತನಾಡಿರುವವರ ವಿರುದ್ಧ ಕಾನೂನು ಕ್ರಮ ಕೈಗೊಳ್ಳಬೇಕು ಎಂದು ಆಗ್ರಹಿಸಿ ಸಮಾಜದ ಮುಖಂಡರು ಜಿಲ್ಲಾಧಿಕಾರಿಗಳಿಗೆ ಮನವಿ ಸಲ್ಲಿಸಿದರು. ಸಮಾಜದ ಮುಖಂಡರು ಮಾತನಾಡಿ, ಜನಪ್ರತಿನಿಧಿಗಳ ಬಗ್ಗೆ ಇಂತಹ ಹೇಳಿಕೆ ಸರಿಯಲ್ಲ. ತಪ್ಪಿತಸ್ಥರ ವಿರುದ್ಧ ತಕ್ಷಣ ಕ್ರಮ ಕೈಗೊಳ್ಳದಿದ್ದರೆ ಉಗ್ರ ಹೋರಾಟ ನಡೆಸಲಾಗುವುದು ಎಂದು ಎಚ್ಚರಿಸಿದರು. ಈ ಸಂದರ್ಭದಲ್ಲಿ ಸಮಾಜದ ಹಿರಿಯರು, ಯುವಕರು ಹಾಗೂ ಕಾರ್ಯಕರ್ತರು ಉಪಸ್ಥಿತರಿದ್ದರು. — [672, 360, 929, 471]
school-body-3: ಗ್ರಾಮದ ಹಿರಿಯರು, ಬಿಆರ್‌ಸಿ, ಸಮನ್ವಯ ಎಲ್ಲಾ ಶಿಕ್ಷಕರು ಕಾರ್ಯಕ್ರಮದಲ್ಲಿ ಭಾಗವಹಿಸಿದ್ದರು. ಗುಣಮಟ್ಟದ ಶಿಕ್ಷಣ ನೀಡುವಲ್ಲಿ ಸರ್ಕಾರಿ ಶಾಲೆಗಳು ಮುಂಚೂಣಿಯಲ್ಲಿವೆ. ಖಾಸಗಿ ಶಾಲೆಗಳ ವ್ಯಾಮೋಹ ಬಿಟ್ಟು ಸರ್ಕಾರಿ ಶಾಲೆಗಳ ಬಗ್ಗೆ ಒಲವು ತೋರಬೇಕು. — [370, 560, 512, 591]
school-kicker: ನಮ್ಮ ಶಾಲೆ ನಮ್ಮ ಜವಾಬ್ದಾರಿ ಕಾರ್ಯಕ್ರಮ | ದೊಡ್ಡಪ್ಪನವರ ಸಲಹೆ — [208, 324, 464, 338]
student-photo-2 — [88, 716, 140, 784]
reg-dots-mid-left — [330, 1432, 370, 1451]
logo-emblem-icon — [44, 34, 64, 54]
reg-dot-cyan — [92, 1440, 99, 1447]
karuna-photo — [146, 1178, 402, 1304]
devworks-body-top: ಕೆರೂರ: ಕೆರೂರ ಹೋಬಳಿಯ ವಿವಿಧ ಗ್ರಾಮಗಳಲ್ಲಿ ಅಭಿವೃದ್ಧಿ ಕಾಮಗಾರಿಗಳಿಗೆ ಮಂಗಳವಾರ ಶಾಸಕ ಜೆ.ಟಿ.ಪಾಟೀಲ ಭೂಮಿಪೂಜೆ ನೆರವೇರಿಸಿದರು. ಬಳಿಕ ಮಾತನಾಡಿದ ಅವರು, ಕ್ಷೇತ್ರದ ಸರ್ವಾಂಗೀಣ ಅಭಿವೃದ್ಧಿಗೆ ಬದ್ಧನಾಗಿದ್ದೇನೆ. ರಸ್ತೆ, ಕುಡಿಯುವ ನೀರು, ಚರಂಡಿ ಸೇರಿದಂತೆ ಮೂಲ ಸೌಕರ್ಯ ಕಲ್ಪಿಸಲು ಆದ್ಯತೆ ನೀಡಲಾಗಿದೆ. 112 ಲಕ್ಷ ವೆಚ್ಚದ ರಸ್ತೆ ಕಾಮಗಾರಿ, 90 ಲಕ್ಷ ವೆಚ್ಚದ ಶಾಲಾ ಕೊಠಡಿ ನಿರ್ಮಾಣ, 50 ಲಕ್ಷ ವೆಚ್ಚದ ಸಮುದಾಯ ಭವನ ಕಾಮಗಾರಿಗಳಿಗೆ ಚಾಲನೆ ನೀಡಲಾಯಿತು. ಗುಣಮಟ್ಟದ ಕಾಮಗಾರಿ ಕೈಗೊಳ್ಳಬೇಕು ಎಂದು ಗುತ್ತಿಗೆದಾರರಿಗೆ ಸೂಚಿಸಿದರು. ಮುಖಂಡರಾದ ಬಸವರಾಜ, ಮಲ್ಲಪ್ಪ, ಗ್ರಾಮ ಪಂಚಾಯತ ಸದಸ್ಯರು ಹಾಗೂ ಗ್ರಾಮಸ್ಥರು ಉಪಸ್ಥಿತರಿದ್ದರು. — [482, 794, 701, 841]
reg-dots-mid-right — [590, 1432, 630, 1451]
item-1-body: ಬೀಳಗಿ: ತಾಲೂಕಿನ ಕುಂದರಗಿ ಗ್ರಾಮದ ಶಿಲ್ಪಾ ಶಿವಯೋಗಯ್ಯ ಚರಂತಿಮಠ ಅವರಿಗೆ ರಾಣಿ ಚನ್ನಮ್ಮ ವಿಶ್ವವಿದ್ಯಾಲಯ ಪಿಎಚ್‌ಡಿ ಪದವಿ ನೀಡಿ ಗೌರವಿಸಿದೆ. ವಾಣಿಜ್ಯ ಶಾಸ್ತ್ರ ವಿಭಾಗದ ಪ್ರಾಧ್ಯಾಪಕರಾದ ಡಾ. ಎಸ್. ಬಿ. ಅಕಾಶ ಮಾರ್ಗದರ್ಶನದಲ್ಲಿ ವರ್ಕ್ ಲೈಫ್ ಬ್ಯಾಲೆನ್ಸ್ ಆಫ್ ವುಮೆನ್ ಎಂಪ್ಲಾಯಿಸ್ ಇನ್ ಬ್ಯಾಂಕಿಂಗ್ ಸೆಕ್ಟರ್ ವಿಷಯದ ಮೇಲೆ ಸಂಶೋಧನಾ ಮಹಾಪ್ರಬಂಧ — [30, 162, 124, 224]
school-quote: ತಾಲೂಕಿನ ಚೊಳಚಗುಡ್ಡ ಗ್ರಾಮದ ಸರ್ಕಾರಿ ಶಾಲೆಯಲ್ಲಿ ಗುಣಮಟ್ಟದ ಶಿಕ್ಷಣ ದೊರೆಯುತ್ತಿದೆ. ಈ ವರ್ಷ ಹೆಚ್ಚಿನ ಮಕ್ಕಳು ದಾಖಲಾಗಬೇಕು. — [520, 566, 659, 592]
bottom-strip-accent — [650, 1136, 720, 1142]
item-2-photo — [30, 360, 196, 484]
city-label: ಹುಬ್ಬಳ್ಳಿ — [826, 65, 846, 74]
reg-dot-yellow — [112, 1440, 119, 1447]
item-4-body-top: ರಬಕವಿ-ಬನಹಟ್ಟಿ: ನಗರದ ಹಿರಿಯ ಮುಖಂಡ ಶಂಕರ ಗೊಬ್ಬಾಣಿ (86) ಮಂಗಳವಾರ ನಿಧನರಾದರು. ಮೃತರು ಪತ್ನಿ, ಪುತ್ರರು, ಪುತ್ರಿಯರು ಸೇರಿದಂತೆ ಅಪಾರ ಬಂಧು ಬಳಗವನ್ನು ಅಗಲಿದ್ದಾರೆ. ಬುಧವಾರ ಅಂತ್ಯಕ್ರಿಯೆ ನೆರವೇರಲಿದೆ. — [30, 932, 196, 955]
heir-body-2: ಮೃತಪಟ್ಟವರ ಹೆಸರಿನಲ್ಲಿರುವ ಜಮೀನುಗಳನ್ನು ವಾರಸುದಾರರ ಹೆಸರಿಗೆ ಪರಿವರ್ತಿಸಲು ಅಭಿಯಾನ ಕೈಗೊಳ್ಳಲಾಗಿದೆ ಎಂದು ಕಂದಾಯ ಸಚಿವ ಕೃಷ್ಣ ಭೈರೇಗೌಡ ಹೇಳಿದರು. ಜಿಲ್ಲಾಡಳಿತ ಭವನದಲ್ಲಿ ನಡೆದ ಕಂದಾಯ ಇಲಾಖೆ ಪ್ರಗತಿ ಪರಿಶೀಲನಾ ಸಭೆಯಲ್ಲಿ ಮಾತನಾಡಿದ ಅವರು, ಜಿಲ್ಲೆಯಲ್ಲಿ 52 ಲಕ್ಷ ಪಹಣಿಗಳ ಪೈಕಿ ಮೃತರ ಹೆಸರಿನಲ್ಲಿರುವ ಪಹಣಿಗಳನ್ನು ಗುರುತಿಸಲಾಗಿದೆ. ಜಿಲ್ಲೆಯಲ್ಲಿ ಒಟ್ಟು 7044 ಪೈಕಿ 4802 ಜನರಿಗೆ ಹಕ್ಕುಪತ್ರ ವಿತರಿಸಲಾಗಿದೆ. 2229 ಅರ್ಜಿಗಳನ್ನು ವಿಲೇವಾರಿ ಮಾಡಲಾಗಿದೆ ಎಂದರು. — [554, 1290, 727, 1345]
mother-photo-caption: ದಯಾನಿಧಿ ವೃದ್ಧಾಶ್ರಮದಲ್ಲಿ ನಡೆದ ತಾಯಂದಿರ ದಿನಾಚರಣೆ ಕಾರ್ಯಕ್ರಮದಲ್ಲಿ ಭಾಗವಹಿಸಿದ ತಾಯಂದಿರು ಮತ್ತು ಗಣ್ಯರು. — [708, 1080, 917, 1095]
reg-dot-magenta — [340, 1440, 347, 1447]
item-2-body: ಬಾದಾಮಿ: ತಾಲೂಕಿನ ಆಲೂರ ಎಸ್.ಕೆ.ಗ್ರಾಮದ ಹತ್ತಿರ ಮಲಪ್ರಭಾ ನದಿಗೆ ರೂ.706.46 ಲಕ್ಷ ವೆಚ್ಚದ ಬ್ರಿಡ್ಜ್ ಕಂ ಬ್ಯಾರೇಜ್ ನಿರ್ಮಾಣದ ಕಾಮಗಾರಿಗೆ ಶಾಸಕ ಭೀಮಸೇನ ಚಿಮ್ಮನಕಟ್ಟಿ ಭೂಮಿಪೂಜೆ ನೆರವೇರಿಸಿದರು. ಗ್ರಾಮದ ಜನರ ಬಹುದಿನಗಳ ಬೇಡಿಕೆ ಈಡೇರಿದಂತಾಗಿದೆ ಎಂದರು. — [30, 488, 187, 519]
item-4-headline: ಶಂಕರ ಗೊಬ್ಬಾಣಿ ಇನ್ನಿಲ್ಲ — [65, 911, 161, 925]
student-photo-3 — [144, 716, 196, 784]
audit-body-bottom: ಪ್ರಸಕ್ತ ಸಾಲಿನ ಸಾಮಾಜಿಕ ಲೆಕ್ಕಪರಿಶೋಧನೆ ಕಾರ್ಯವನ್ನು ಅಧಿಕಾರಿಗಳು ಯಶಸ್ವಿಗೊಳಿಸಬೇಕು ಎಂದು ಜಿಲ್ಲಾ ಪಂಚಾಯತ ಮುಖ್ಯ ಕಾರ್ಯನಿರ್ವಾಹಕ ಅಧಿಕಾರಿ ಸೂಚಿಸಿದರು. ಜಿಲ್ಲಾ ಪಂಚಾಯತ ಸಭಾಂಗಣದಲ್ಲಿ ನಡೆದ ಸಭೆಯಲ್ಲಿ ಮಾತನಾಡಿದ ಅವರು, ಗ್ರಾಮೀಣ ಉದ್ಯೋಗ ಖಾತ್ರಿ ಯೋಜನೆಯಡಿ ಕೈಗೊಂಡ ಕಾಮಗಾರಿಗಳ ಲೆಕ್ಕಪರಿಶೋಧನೆ ಪಾರದರ್ಶಕವಾಗಿ ನಡೆಯಬೇಕು. 15ನೇ ಹಣಕಾಸು ಯೋಜನೆಯ ಅನುದಾನ ಸದ್ಬಳಕೆಯಾಗಬೇಕು. ಗ್ರಾಮ ಸಭೆಗಳನ್ನು ನಿಗದಿತ ಸಮಯದಲ್ಲಿ ನಡೆಸಬೇಕು ಎಂದು ಹೇಳಿದರು. ಸಭೆಯಲ್ಲಿ ತಾಲೂಕು ಪಂಚಾಯತ ಅಧಿಕಾರಿಗಳು, ಪಿಡಿಒಗಳು, ಸಂಪನ್ಮೂಲ ವ್ಯಕ್ತಿಗಳು ಭಾಗವಹಿಸಿದ್ದರು. — [208, 1026, 471, 1065]
award-photo — [704, 92, 930, 246]
school-photo — [370, 388, 662, 556]
max-temp-label: ಗರಿಷ್ಠ — [644, 40, 658, 49]
